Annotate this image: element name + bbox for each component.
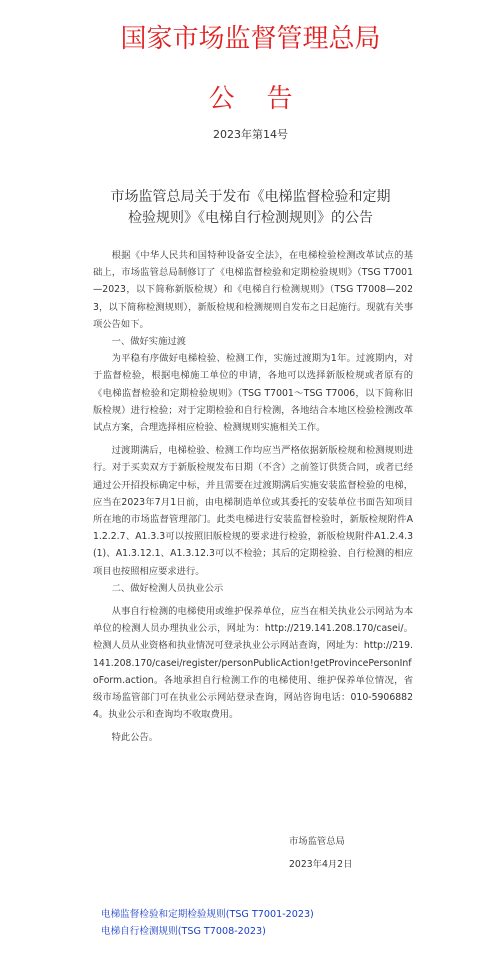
body-paragraph-transition-period: 为平稳有序做好电梯检验、检测工作，实施过渡期为1年。过渡期内，对于监督检验，根据电梯施工单位的申请，各地可以选择新版检规或者原有的《电梯监督检验和定期检验规则》（TSG T7001～TSG T7006，以下简称旧版检规）进行检验；对于定期检验和自行检测，各地结合本地区检验检测改革试点方案，合理选择相应检验、检测规则实施相关工作。 [93, 353, 413, 434]
announcement-title-line-2: 检验规则》《电梯自行检测规则》的公告 [128, 210, 373, 226]
announcement-title [60, 187, 441, 229]
body-paragraph-after-transition: 过渡期满后，电梯检验、检测工作均应当严格依据新版检规和检测规则进行。对于买卖双方于新版检规发布日期（不含）之前签订供货合同，或者已经通过公开招投标确定中标，并且需要在过渡期满后实施安装监督检验的电梯，应当在2023年7月1日前，由电梯制造单位或其委托的安装单位书面告知项目所在地的市场监督管理部门。此类电梯进行安装监督检验时，新版检规附件A1.2.2.7、A1.3.3可以按照旧版检规的要求进行检验，新版检规附件A1.2.4.3 (1)、A1.3.12.1、A1.3.12.3可以不检验；其后的定期检验、自行检测的相应项目也按照相应要求进行。 [93, 445, 413, 577]
announcement-body [93, 247, 413, 747]
signature-date: 2023年4月2日 [289, 859, 353, 870]
body-paragraph-intro: 根据《中华人民共和国特种设备安全法》，在电梯检验检测改革试点的基础上，市场监管总局制修订了《电梯监督检验和定期检验规则》（TSG T7001—2023，以下简称新版检规）和《电梯自行检测规则》（TSG T7008—2023，以下简称检测规则），新版检规和检测规则自发布之日起施行。现就有关事项公告如下。 [93, 250, 413, 330]
announcement-title-line-1: 市场监管总局关于发布《电梯监督检验和定期 [110, 189, 391, 205]
notice-heading: 公告 [208, 84, 325, 114]
attachment-link-self-testing-rules[interactable]: 电梯自行检测规则(TSG T7008-2023) [101, 926, 266, 937]
section-heading-publicity: 二、做好检测人员执业公示 [111, 582, 224, 594]
body-paragraph-closing: 特此公告。 [111, 732, 159, 744]
section-heading-transition: 一、做好实施过渡 [111, 336, 186, 348]
issuing-authority-title: 国家市场监督管理总局 [120, 24, 381, 54]
body-paragraph-publicity: 从事自行检测的电梯使用或维护保养单位，应当在相关执业公示网站为本单位的检测人员办理执业公示，网址为：http://219.141.208.170/casei/。检测人员从业资格和执业情况可登录执业公示网站查询，网址为：http://219.141.208.170/casei/register/personPublicAction!getProvincePersonInfoForm.action。各地承担自行检测工作的电梯使用、维护保养单位情况，省级市场监管部门可在执业公示网站登录查询，网站咨询电话：010-59068824。执业公示和查询均不收取费用。 [93, 606, 413, 721]
document-number: 2023年第14号 [213, 128, 288, 141]
header-divider [20, 165, 481, 166]
signature-org: 市场监管总局 [289, 836, 345, 847]
attachment-link-inspection-rules[interactable]: 电梯监督检验和定期检验规则(TSG T7001-2023) [101, 909, 314, 920]
